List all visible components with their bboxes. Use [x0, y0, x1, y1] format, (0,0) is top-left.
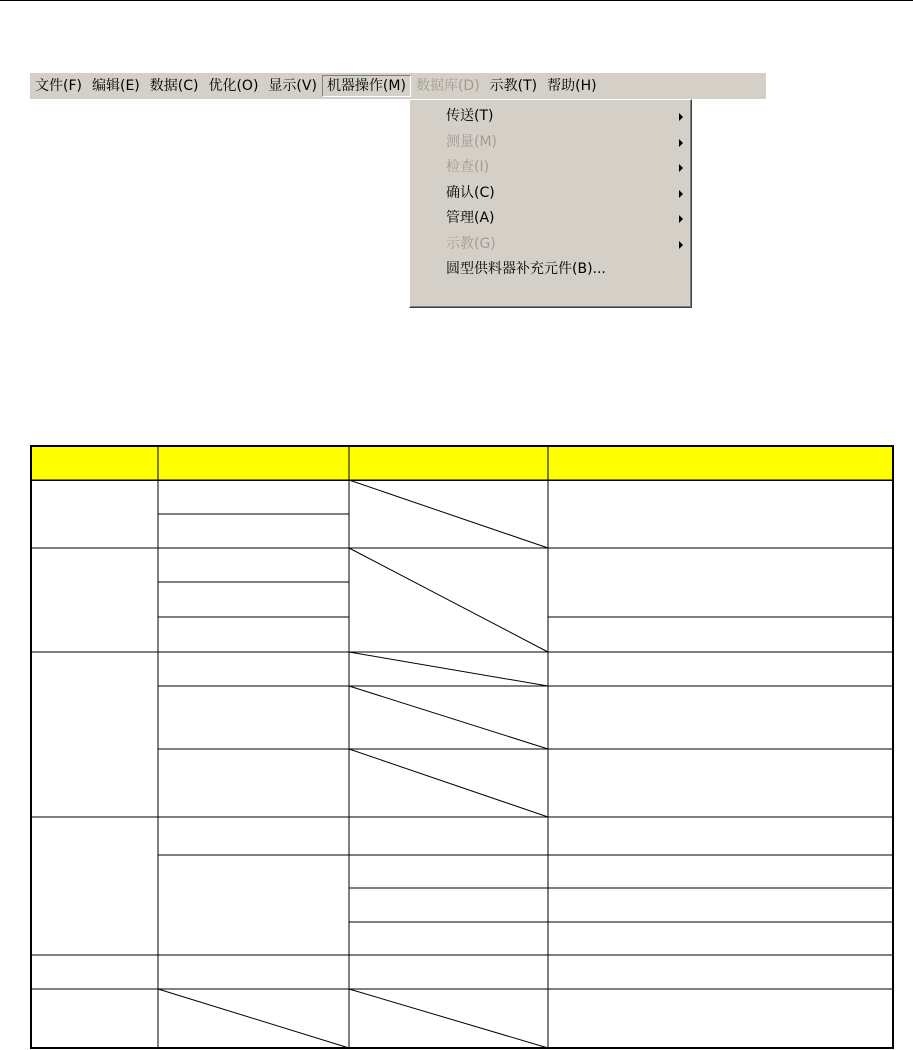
diagonal-strike [349, 686, 548, 749]
menu-database[interactable]: 数据库(D) [415, 78, 480, 94]
table-border [31, 446, 893, 1048]
menu-item-label: 检查(I) [446, 159, 490, 175]
diagonal-strike [349, 480, 548, 548]
table-header-row [31, 446, 893, 480]
diagonal-strike [349, 652, 548, 686]
menu-item-label: 管理(A) [446, 210, 495, 226]
menu-machine-operation[interactable]: 机器操作(M) [322, 75, 411, 97]
menu-file[interactable]: 文件(F) [35, 78, 82, 94]
menu-item-label: 测量(M) [446, 133, 498, 150]
diagonal-strike [349, 749, 548, 817]
menu-help[interactable]: 帮助(H) [547, 78, 597, 94]
menu-item-label: 传送(T) [446, 108, 494, 124]
menu-item-label: 示教(G) [446, 235, 496, 252]
menu-view[interactable]: 显示(V) [268, 78, 317, 94]
menu-teach[interactable]: 示教(T) [489, 78, 538, 94]
diagonal-strike [349, 989, 548, 1048]
menu-optimize[interactable]: 优化(O) [208, 78, 259, 94]
menu-data[interactable]: 数据(C) [149, 78, 199, 94]
diagonal-strike [349, 548, 548, 652]
menu-item-label: 圆型供料器补充元件(B)... [446, 261, 606, 277]
menu-edit[interactable]: 编辑(E) [91, 78, 140, 94]
menu-item-label: 确认(C) [446, 184, 495, 201]
diagonal-strike [158, 989, 349, 1048]
